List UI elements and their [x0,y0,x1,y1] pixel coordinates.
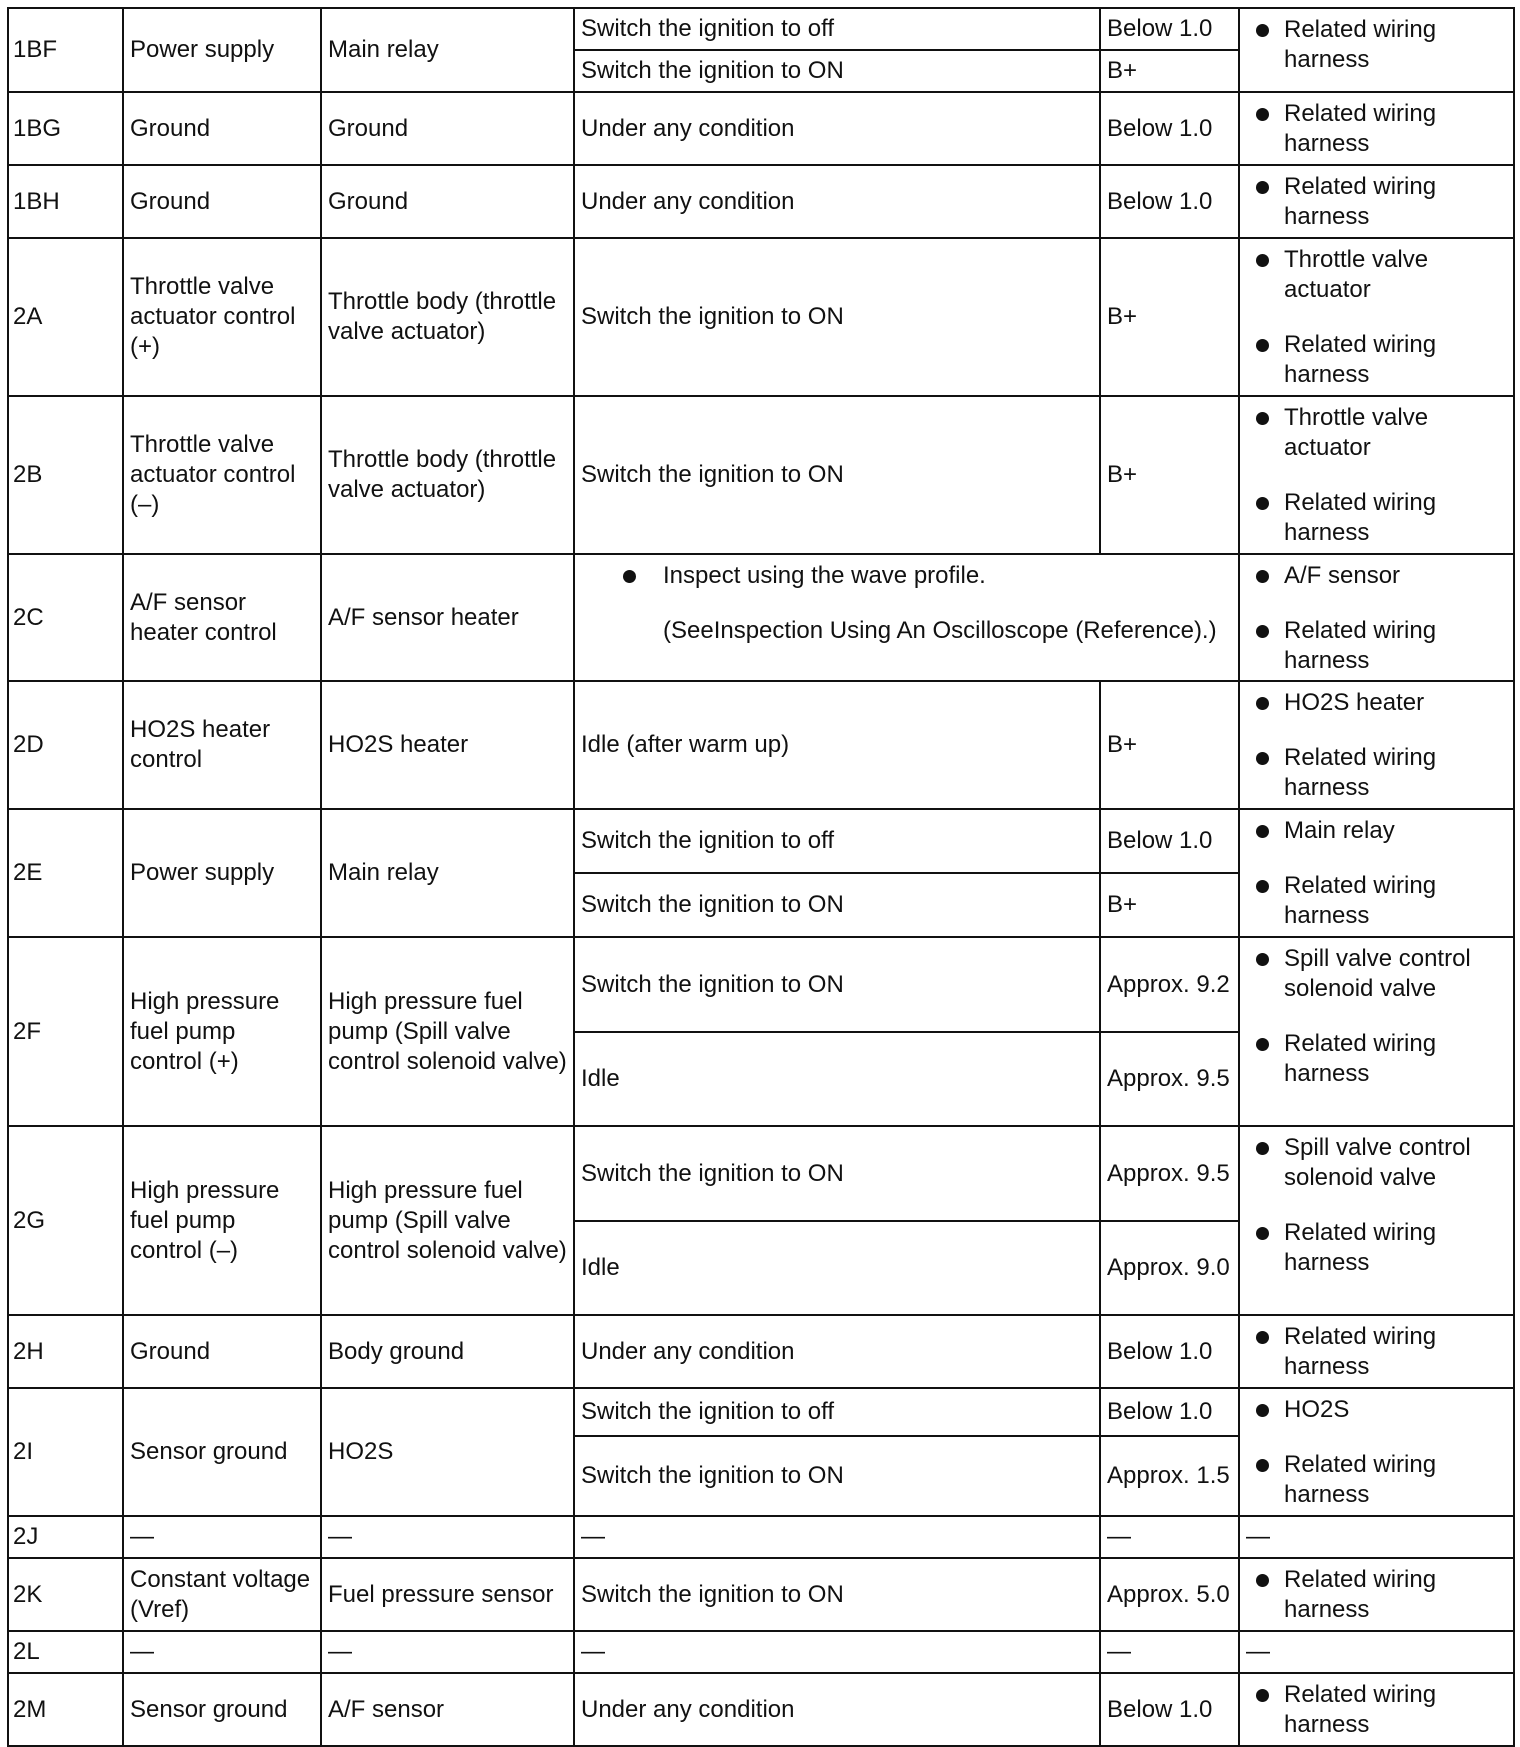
inspection-item: Related wiring harness [1284,1322,1507,1382]
note-bullet: Inspect using the wave profile. [623,561,1232,591]
terminal-voltage-table [7,7,1515,1747]
terminal-cell: 2F [8,937,123,1126]
connected-to-cell: Ground [321,165,574,238]
inspection-cell [1239,165,1514,238]
connected-to-cell: High pressure fuel pump (Spill valve control solenoid valve) [321,937,574,1126]
inspection-cell [1239,681,1514,809]
terminal-cell: 2K [8,1558,123,1631]
condition-cell: Switch the ignition to ON [574,873,1100,937]
note-list [623,561,1232,591]
terminal-cell: 2G [8,1126,123,1315]
terminal-cell: 2D [8,681,123,809]
inspection-cell [1239,1315,1514,1388]
table-row [8,1558,1514,1631]
inspection-list [1246,816,1507,931]
signal-cell: HO2S heater control [123,681,321,809]
inspection-list [1246,561,1507,676]
inspection-item: A/F sensor [1284,561,1507,591]
signal-cell: Throttle valve actuator control (–) [123,396,321,554]
table-row [8,681,1514,809]
value-cell: B+ [1100,238,1239,396]
connected-to-cell: Throttle body (throttle valve actuator) [321,238,574,396]
table-row [8,809,1514,873]
inspection-list [1246,99,1507,159]
inspection-cell [1239,1558,1514,1631]
terminal-cell: 1BF [8,8,123,92]
condition-cell: Switch the ignition to off [574,809,1100,873]
inspection-item: Related wiring harness [1284,743,1507,803]
inspection-item: Spill valve control solenoid valve [1284,1133,1507,1193]
signal-cell: — [123,1631,321,1673]
inspection-item: Related wiring harness [1284,330,1507,390]
connected-to-cell: Main relay [321,8,574,92]
table-row [8,396,1514,554]
value-cell: Below 1.0 [1100,1673,1239,1746]
terminal-cell: 2E [8,809,123,937]
table-row [8,554,1514,681]
inspection-cell [1239,8,1514,92]
value-cell: Below 1.0 [1100,809,1239,873]
connected-to-cell: — [321,1516,574,1558]
signal-cell: Power supply [123,809,321,937]
connected-to-cell: A/F sensor heater [321,554,574,681]
value-cell: Approx. 9.5 [1100,1126,1239,1221]
condition-cell: Under any condition [574,1315,1100,1388]
inspection-item: Related wiring harness [1284,1565,1507,1625]
signal-cell: Ground [123,1315,321,1388]
value-cell: Approx. 5.0 [1100,1558,1239,1631]
condition-cell: Switch the ignition to off [574,8,1100,50]
condition-cell: Switch the ignition to ON [574,50,1100,92]
note-reference: (SeeInspection Using An Oscilloscope (Reference).) [663,617,1217,644]
condition-cell: Idle [574,1032,1100,1126]
inspection-cell [1239,809,1514,937]
table-row [8,1673,1514,1746]
signal-cell: Throttle valve actuator control (+) [123,238,321,396]
condition-cell: — [574,1631,1100,1673]
condition-cell: Switch the ignition to ON [574,1436,1100,1516]
condition-cell: Switch the ignition to ON [574,1126,1100,1221]
value-cell: Below 1.0 [1100,165,1239,238]
value-cell: B+ [1100,681,1239,809]
condition-cell: Switch the ignition to off [574,1388,1100,1436]
value-cell: Below 1.0 [1100,1315,1239,1388]
value-cell: — [1100,1516,1239,1558]
condition-cell: Under any condition [574,165,1100,238]
note-cell [574,554,1239,681]
inspection-list [1246,1680,1507,1740]
terminal-cell: 1BG [8,92,123,165]
connected-to-cell: A/F sensor [321,1673,574,1746]
terminal-cell: 2J [8,1516,123,1558]
table-row [8,1126,1514,1221]
connected-to-cell: Main relay [321,809,574,937]
inspection-cell [1239,1126,1514,1315]
value-cell: Approx. 9.5 [1100,1032,1239,1126]
terminal-cell: 2I [8,1388,123,1516]
condition-cell: Switch the ignition to ON [574,396,1100,554]
inspection-list [1246,1322,1507,1382]
inspection-item: Related wiring harness [1284,1218,1507,1278]
terminal-cell: 2H [8,1315,123,1388]
inspection-cell: — [1239,1516,1514,1558]
inspection-list [1246,1565,1507,1625]
inspection-list [1246,688,1507,803]
inspection-item: HO2S heater [1284,688,1507,718]
value-cell: B+ [1100,396,1239,554]
inspection-item: Related wiring harness [1284,15,1507,75]
table-row [8,937,1514,1032]
inspection-cell [1239,396,1514,554]
connected-to-cell: High pressure fuel pump (Spill valve control solenoid valve) [321,1126,574,1315]
table-row [8,1631,1514,1673]
connected-to-cell: Ground [321,92,574,165]
value-cell: Approx. 1.5 [1100,1436,1239,1516]
value-cell: Below 1.0 [1100,1388,1239,1436]
value-cell: — [1100,1631,1239,1673]
signal-cell: A/F sensor heater control [123,554,321,681]
connected-to-cell: HO2S [321,1388,574,1516]
table-row [8,165,1514,238]
inspection-cell [1239,554,1514,681]
inspection-item: Related wiring harness [1284,616,1507,676]
table-row [8,1516,1514,1558]
condition-cell: Switch the ignition to ON [574,238,1100,396]
inspection-list [1246,15,1507,75]
table-row [8,1388,1514,1436]
table-row [8,1315,1514,1388]
inspection-item: Related wiring harness [1284,488,1507,548]
inspection-list [1246,1395,1507,1510]
connected-to-cell: HO2S heater [321,681,574,809]
inspection-item: Related wiring harness [1284,1450,1507,1510]
value-cell: Below 1.0 [1100,8,1239,50]
signal-cell: — [123,1516,321,1558]
inspection-cell [1239,937,1514,1126]
table-row [8,238,1514,396]
inspection-list [1246,944,1507,1089]
inspection-cell [1239,238,1514,396]
signal-cell: High pressure fuel pump control (+) [123,937,321,1126]
inspection-item: Related wiring harness [1284,1680,1507,1740]
inspection-item: Throttle valve actuator [1284,403,1507,463]
inspection-cell: — [1239,1631,1514,1673]
condition-cell: Switch the ignition to ON [574,1558,1100,1631]
signal-cell: Ground [123,165,321,238]
value-cell: B+ [1100,50,1239,92]
terminal-cell: 1BH [8,165,123,238]
connected-to-cell: — [321,1631,574,1673]
signal-cell: Constant voltage (Vref) [123,1558,321,1631]
condition-cell: Idle [574,1221,1100,1315]
value-cell: B+ [1100,873,1239,937]
connected-to-cell: Body ground [321,1315,574,1388]
terminal-cell: 2C [8,554,123,681]
terminal-cell: 2L [8,1631,123,1673]
value-cell: Approx. 9.2 [1100,937,1239,1032]
value-cell: Below 1.0 [1100,92,1239,165]
signal-cell: High pressure fuel pump control (–) [123,1126,321,1315]
signal-cell: Sensor ground [123,1388,321,1516]
inspection-cell [1239,92,1514,165]
table-body [8,8,1514,1746]
condition-cell: Under any condition [574,1673,1100,1746]
inspection-item: Related wiring harness [1284,99,1507,159]
signal-cell: Ground [123,92,321,165]
condition-cell: Switch the ignition to ON [574,937,1100,1032]
terminal-cell: 2B [8,396,123,554]
value-cell: Approx. 9.0 [1100,1221,1239,1315]
condition-cell: Under any condition [574,92,1100,165]
connected-to-cell: Fuel pressure sensor [321,1558,574,1631]
inspection-item: Related wiring harness [1284,172,1507,232]
inspection-list [1246,172,1507,232]
connected-to-cell: Throttle body (throttle valve actuator) [321,396,574,554]
inspection-cell [1239,1673,1514,1746]
inspection-list [1246,403,1507,548]
inspection-item: Throttle valve actuator [1284,245,1507,305]
signal-cell: Sensor ground [123,1673,321,1746]
table-row [8,8,1514,50]
condition-cell: — [574,1516,1100,1558]
inspection-item: Related wiring harness [1284,1029,1507,1089]
signal-cell: Power supply [123,8,321,92]
terminal-cell: 2A [8,238,123,396]
condition-cell: Idle (after warm up) [574,681,1100,809]
inspection-list [1246,245,1507,390]
inspection-item: Main relay [1284,816,1507,846]
inspection-cell [1239,1388,1514,1516]
inspection-item: Spill valve control solenoid valve [1284,944,1507,1004]
table-row [8,92,1514,165]
inspection-item: Related wiring harness [1284,871,1507,931]
inspection-list [1246,1133,1507,1278]
inspection-item: HO2S [1284,1395,1507,1425]
terminal-cell: 2M [8,1673,123,1746]
